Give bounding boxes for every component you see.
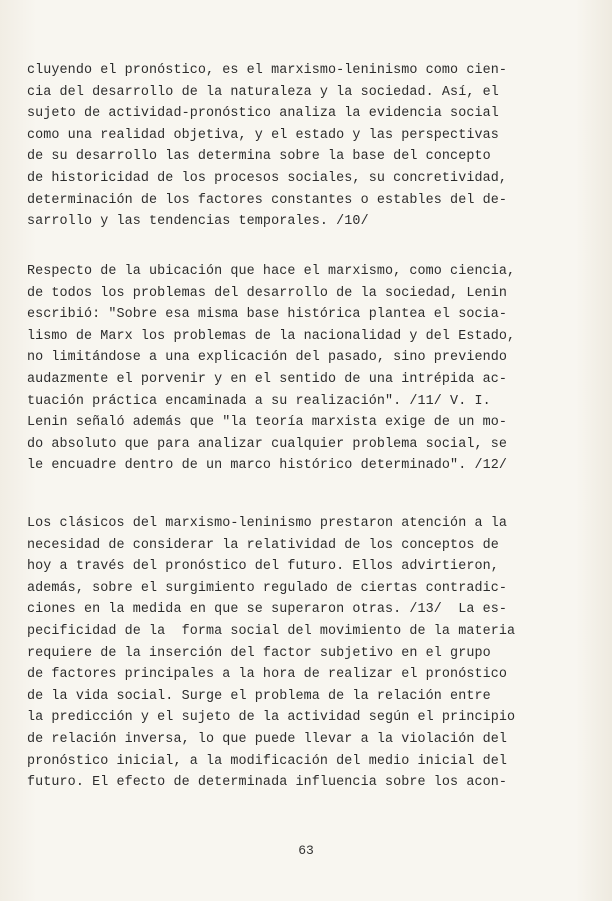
- text-line: necesidad de considerar la relatividad de los conceptos de: [27, 537, 499, 553]
- text-line: cia del desarrollo de la naturaleza y la sociedad. Así, el: [27, 84, 499, 100]
- paragraph-1: [27, 60, 579, 233]
- text-line: pronóstico inicial, a la modificación del medio inicial del: [27, 753, 508, 769]
- text-line: do absoluto que para analizar cualquier problema social, se: [27, 436, 508, 452]
- paragraph-2: [27, 261, 579, 477]
- text-line: Respecto de la ubicación que hace el marxismo, como ciencia,: [27, 264, 516, 279]
- text-line: de la vida social. Surge el problema de la relación entre: [27, 688, 491, 704]
- text-line: hoy a través del pronóstico del futuro. Ellos advirtieron,: [27, 559, 499, 575]
- text-line: la predicción y el sujeto de la actividad según el principio: [27, 710, 516, 726]
- text-line: no limitándose a una explicación del pasado, sino previendo: [27, 350, 508, 366]
- text-line: futuro. El efecto de determinada influencia sobre los acon-: [27, 775, 508, 791]
- text-line: Lenin señaló además que "la teoría marxista exige de un mo-: [27, 415, 508, 431]
- text-line: cluyendo el pronóstico, es el marxismo-leninismo como cien-: [27, 63, 508, 78]
- paragraph-3: [27, 513, 579, 794]
- text-line: de relación inversa, lo que puede llevar a la violación del: [27, 731, 508, 747]
- text-line: requiere de la inserción del factor subjetivo en el grupo: [27, 645, 491, 661]
- text-line: como una realidad objetiva, y el estado y las perspectivas: [27, 127, 499, 143]
- text-line: además, sobre el surgimiento regulado de ciertas contradic-: [27, 580, 508, 596]
- text-line: de historicidad de los procesos sociales, su concretividad,: [27, 170, 508, 186]
- text-line: ciones en la medida en que se superaron otras. /13/ La es-: [27, 602, 508, 618]
- text-line: escribió: "Sobre esa misma base histórica plantea el socia-: [27, 307, 508, 323]
- page-number: 63: [298, 843, 314, 858]
- text-line: de todos los problemas del desarrollo de la sociedad, Lenin: [27, 285, 508, 301]
- text-line: tuación práctica encaminada a su realización". /11/ V. I.: [27, 393, 491, 409]
- text-line: lismo de Marx los problemas de la nacionalidad y del Estado,: [27, 328, 516, 344]
- text-line: determinación de los factores constantes o estables del de-: [27, 192, 508, 208]
- text-line: le encuadre dentro de un marco histórico determinado". /12/: [27, 458, 508, 474]
- text-line: sarrollo y las tendencias temporales. /10/: [27, 214, 369, 230]
- text-line: de factores principales a la hora de realizar el pronóstico: [27, 667, 508, 683]
- text-line: sujeto de actividad-pronóstico analiza la evidencia social: [27, 106, 499, 122]
- text-line: de su desarrollo las determina sobre la base del concepto: [27, 149, 491, 165]
- text-line: pecificidad de la forma social del movimiento de la materia: [27, 623, 516, 639]
- text-line: audazmente el porvenir y en el sentido de una intrépida ac-: [27, 371, 508, 387]
- text-line: Los clásicos del marxismo-leninismo prestaron atención a la: [27, 516, 508, 531]
